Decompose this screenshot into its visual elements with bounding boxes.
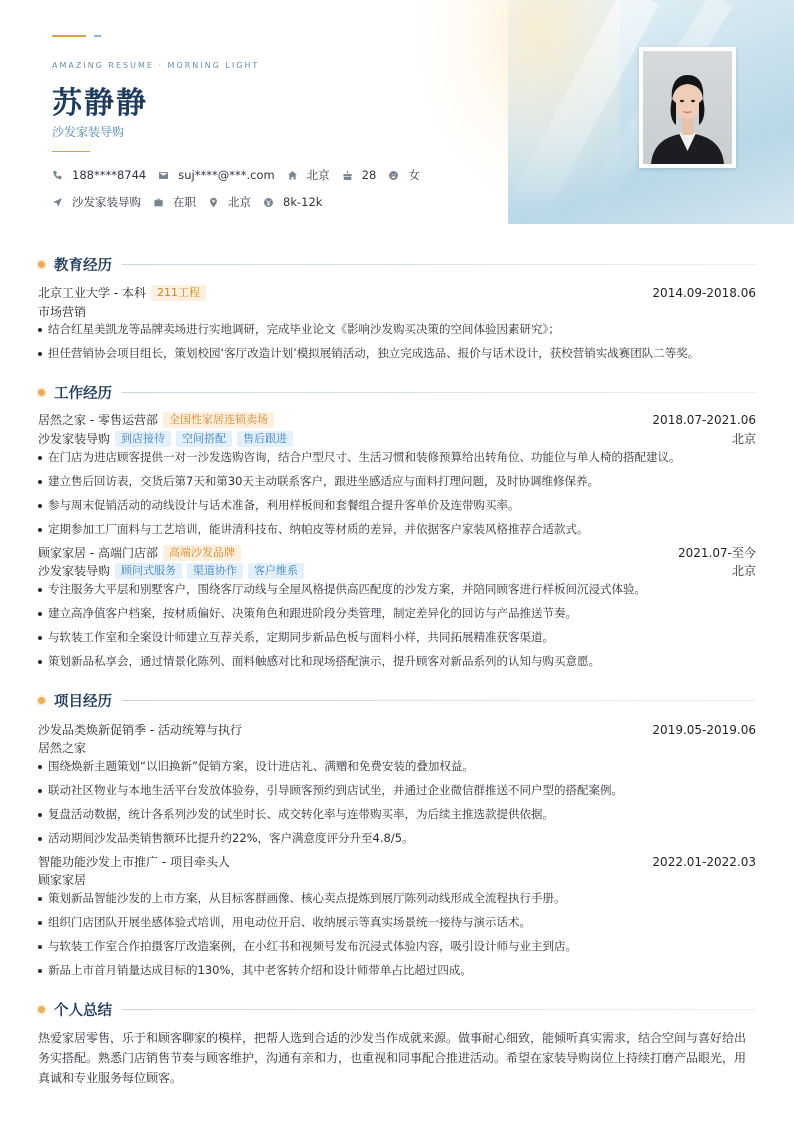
work-bullet: 定期参加工厂面料与工艺培训，能讲清科技布、纳帕皮等材质的差异，并依据客户家装风格推荐合适款式。 bbox=[38, 521, 756, 537]
section-line bbox=[122, 700, 756, 701]
project-bullet: 活动期间沙发品类销售额环比提升约22%，客户满意度评分升至4.8/5。 bbox=[38, 830, 756, 846]
face-icon bbox=[388, 170, 399, 181]
phone-info bbox=[52, 168, 146, 182]
skill-tag: 空间搭配 bbox=[176, 431, 232, 447]
phone-text: 188****8744 bbox=[72, 168, 147, 182]
section-heading: 个人总结 bbox=[54, 1003, 112, 1019]
skill-tag: 客户维系 bbox=[248, 563, 304, 579]
project-org-row bbox=[38, 739, 756, 756]
decorative-line bbox=[52, 35, 86, 37]
work-role-row bbox=[38, 430, 756, 447]
work-bullet: 参与周末促销活动的动线设计与话术准备，利用样板间和套餐组合提升客单价及连带购买率。 bbox=[38, 497, 756, 513]
profile-photo-frame bbox=[639, 47, 736, 168]
work-role-row bbox=[38, 562, 756, 579]
summary-text: 热爱家居零售，乐于和顾客聊家的模样，把帮人选到合适的沙发当作成就来源。做事耐心细致，能倾听真实需求，结合空间与喜好给出务实搭配。熟悉门店销售节奏与顾客维护，沟通有亲和力，也重视和同事配合推进活动。希望在家装导购岗位上持续打磨产品眼光，用真诚和专业服务每位顾客。 bbox=[38, 1031, 747, 1085]
project-bullet: 新品上市首月销量达成目标的130%，其中老客转介绍和设计师带单占比超过四成。 bbox=[38, 962, 756, 978]
work-company-row bbox=[38, 544, 756, 561]
work-bullet: 建立高净值客户档案，按材质偏好、决策角色和跟进阶段分类管理，制定差异化的回访与产品推送节奏。 bbox=[38, 605, 756, 621]
work-bullet: 与软装工作室和全案设计师建立互荐关系，定期同步新品色板与面料小样，共同拓展精准获客渠道。 bbox=[38, 629, 756, 645]
age-text: 28 bbox=[361, 168, 377, 182]
location-pin-icon bbox=[208, 197, 219, 208]
decorative-line bbox=[94, 35, 101, 37]
city-text: 北京 bbox=[306, 168, 330, 182]
portrait-illustration bbox=[643, 51, 732, 164]
section-dot bbox=[38, 261, 45, 268]
briefcase-icon bbox=[153, 197, 164, 208]
project-bullet: 复盘活动数据，统计各系列沙发的试坐时长、成交转化率与连带购买率，为后续主推选款提供依据。 bbox=[38, 806, 756, 822]
role: 沙发家装导购 bbox=[38, 564, 111, 578]
work-city: 北京 bbox=[731, 432, 756, 446]
project-date: 2019.05-2019.06 bbox=[652, 722, 756, 737]
major-row bbox=[38, 303, 756, 320]
section-dot bbox=[38, 1006, 45, 1013]
project-date: 2022.01-2022.03 bbox=[652, 854, 756, 869]
work-date: 2018.07-2021.06 bbox=[652, 412, 756, 427]
name-divider bbox=[52, 151, 90, 152]
work-date: 2021.07-至今 bbox=[678, 546, 756, 560]
mail-icon bbox=[158, 170, 169, 181]
project-bullet: 围绕焕新主题策划“以旧换新”促销方案，设计进店礼、满赠和免费安装的叠加权益。 bbox=[38, 758, 756, 774]
role: 沙发家装导购 bbox=[38, 432, 111, 446]
project-title-row bbox=[38, 721, 756, 738]
status-info bbox=[153, 194, 196, 210]
project-bullet: 联动社区物业与本地生活平台发放体验券，引导顾客预约到店试坐，并通过企业微信群推送不同户型的搭配案例。 bbox=[38, 782, 756, 798]
education-bullet: 结合红星美凯龙等品牌卖场进行实地调研，完成毕业论文《影响沙发购买决策的空间体验因素研究》； bbox=[38, 321, 756, 337]
company-tag: 高端沙发品牌 bbox=[163, 545, 241, 561]
status-text: 在职 bbox=[173, 195, 196, 209]
intent-row bbox=[52, 194, 334, 210]
cake-icon bbox=[342, 170, 353, 181]
section-work bbox=[38, 382, 756, 403]
coin-icon bbox=[263, 197, 274, 208]
work-city: 北京 bbox=[731, 564, 756, 578]
candidate-name: 苏静静 bbox=[52, 86, 148, 121]
project-org: 居然之家 bbox=[38, 741, 87, 755]
section-projects bbox=[38, 690, 756, 711]
gender-text: 女 bbox=[408, 168, 420, 182]
candidate-position: 沙发家装导购 bbox=[52, 125, 125, 139]
resume-header bbox=[0, 0, 794, 224]
education-date: 2014.09-2018.06 bbox=[652, 285, 756, 300]
section-summary bbox=[38, 999, 756, 1020]
contact-row bbox=[52, 167, 432, 183]
skill-tag: 到店接待 bbox=[115, 431, 171, 447]
salary-info bbox=[263, 195, 322, 209]
section-heading: 工作经历 bbox=[54, 386, 112, 402]
project-org-row bbox=[38, 871, 756, 888]
send-icon bbox=[52, 197, 63, 208]
project-bullet: 组织门店团队开展坐感体验式培训，用电动位开启、收纳展示等真实场景统一接待与演示话术。 bbox=[38, 914, 756, 930]
school-name: 北京工业大学 - 本科 bbox=[38, 286, 146, 300]
skill-tag: 顾问式服务 bbox=[115, 563, 182, 579]
intent-city-info bbox=[208, 194, 251, 210]
company-name: 顾家家居 - 高端门店部 bbox=[38, 546, 158, 560]
school-tag: 211工程 bbox=[151, 285, 206, 301]
home-icon bbox=[287, 170, 298, 181]
work-bullet: 在门店为进店顾客提供一对一沙发选购咨询，结合户型尺寸、生活习惯和装修预算给出转角位、功能位与单人椅的搭配建议。 bbox=[38, 449, 756, 465]
work-bullet: 建立售后回访表，交货后第7天和第30天主动联系客户，跟进坐感适应与面料打理问题，及时协调维修保养。 bbox=[38, 473, 756, 489]
section-line bbox=[122, 264, 756, 265]
project-bullet: 与软装工作室合作拍摄客厅改造案例，在小红书和视频号发布沉浸式体验内容，吸引设计师与业主到店。 bbox=[38, 938, 756, 954]
company-name: 居然之家 - 零售运营部 bbox=[38, 413, 158, 427]
section-line bbox=[122, 1009, 756, 1010]
work-bullet: 专注服务大平层和别墅客户，围绕客厅动线与全屋风格提供高匹配度的沙发方案，并陪同顾客进行样板间沉浸式体验。 bbox=[38, 581, 756, 597]
education-bullet: 担任营销协会项目组长，策划校园‘客厅改造计划’模拟展销活动，独立完成选品、报价与话术设计，获校营销实战赛团队二等奖。 bbox=[38, 345, 756, 361]
section-dot bbox=[38, 389, 45, 396]
major: 市场营销 bbox=[38, 305, 87, 319]
profile-photo bbox=[643, 51, 732, 164]
intent-job-info bbox=[52, 194, 141, 210]
work-company-row bbox=[38, 411, 756, 428]
section-heading: 项目经历 bbox=[54, 694, 112, 710]
project-bullet: 策划新品智能沙发的上市方案，从目标客群画像、核心卖点提炼到展厅陈列动线形成全流程执行手册。 bbox=[38, 890, 756, 906]
salary-text: 8k-12k bbox=[283, 195, 323, 209]
city-info bbox=[287, 167, 330, 183]
email-info bbox=[158, 168, 274, 182]
education-row bbox=[38, 284, 756, 301]
company-tag: 全国性家居连锁卖场 bbox=[163, 412, 274, 428]
gender-info bbox=[388, 167, 420, 183]
tagline: AMAZING RESUME · MORNING LIGHT bbox=[52, 61, 260, 70]
project-org: 顾家家居 bbox=[38, 873, 87, 887]
section-education bbox=[38, 254, 756, 275]
project-title: 智能功能沙发上市推广 - 项目牵头人 bbox=[38, 855, 230, 869]
project-title-row bbox=[38, 853, 756, 870]
email-text: suj****@***.com bbox=[178, 168, 275, 182]
section-dot bbox=[38, 697, 45, 704]
intent-job-text: 沙发家装导购 bbox=[72, 195, 141, 209]
section-heading: 教育经历 bbox=[54, 258, 112, 274]
age-info bbox=[342, 168, 377, 182]
skill-tag: 渠道协作 bbox=[187, 563, 243, 579]
work-bullet: 策划新品私享会，通过情景化陈列、面料触感对比和现场搭配演示，提升顾客对新品系列的认知与购买意愿。 bbox=[38, 653, 756, 669]
project-title: 沙发品类焕新促销季 - 活动统筹与执行 bbox=[38, 723, 242, 737]
section-line bbox=[122, 392, 756, 393]
skill-tag: 售后跟进 bbox=[237, 431, 293, 447]
intent-city-text: 北京 bbox=[228, 195, 251, 209]
phone-icon bbox=[52, 170, 63, 181]
